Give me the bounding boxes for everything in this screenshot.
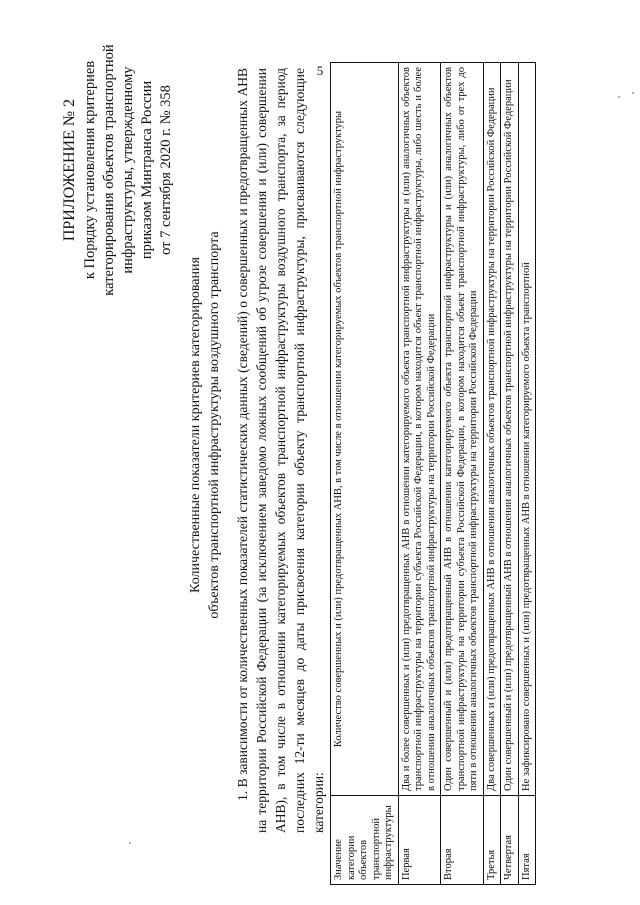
criteria-cell: Не зафиксировано совершенных и (или) предотвращенных АНВ в отношении категорируемого объекта транспортной <box>518 63 536 796</box>
categories-table <box>330 62 536 885</box>
criteria-cell: Два совершенных и (или) предотвращенных АНВ в отношении аналогичных объектов транспортной инфраструктуры на территории Российской Федерации <box>483 63 501 796</box>
category-cell: Вторая <box>441 796 484 885</box>
header-count-cell: Количество совершенных и (или) предотвращенных АНВ, в том числе в отношении категорируемых объектов транспортной инфраструктуры <box>331 63 399 796</box>
category-cell: Четвертая <box>501 796 519 885</box>
category-cell: Первая <box>398 796 441 885</box>
intro-paragraph: 1. В зависимости от количественных показателей статистических данных (сведений) о совершенных и предотвращенных АНВ на территории Российской Федерации (за исключением заведомо ложных сообщений об угрозе совершения и (или) совершении АНВ), в том числе в отношении категорируемых объектов транспортной инфраструктуры воздушного транспорта, за период последних 12-ти месяцев до даты присвоения категории объекту транспортной инфраструктуры, присваиваются следующие категории: <box>235 68 326 833</box>
table-row <box>501 63 519 885</box>
document-title-line: Количественные показатели критериев категорирования <box>188 257 203 593</box>
header-category-cell: Значение категории объектов транспортной инфраструктуры <box>331 796 399 885</box>
appendix-line: категорирования объектов транспортной <box>101 44 117 296</box>
category-cell: Пятая <box>518 796 536 885</box>
table-header-row <box>331 63 399 885</box>
table-row <box>518 63 536 885</box>
table-row <box>483 63 501 885</box>
appendix-block <box>60 20 176 320</box>
criteria-cell: Два и более совершенных и (или) предотвращенных АНВ в отношении категорируемого объекта транспортной инфраструктуры и (или) аналогичных объектов транспортной инфраструктуры на территории субъекта Российской Федерации, в котором находится объект транспортной инфраструктуры, либо шесть и более в отношении аналогичных объектов транспортной инфраструктуры на территории Российской Федерации <box>398 63 441 796</box>
document-title-line: объектов транспортной инфраструктуры воздушного транспорта <box>207 231 222 619</box>
appendix-heading: ПРИЛОЖЕНИЕ № 2 <box>61 98 78 242</box>
category-cell: Третья <box>483 796 501 885</box>
page-number: 5 <box>316 63 324 78</box>
document-title <box>186 145 224 705</box>
criteria-cell: Один совершенный и (или) предотвращенный АНВ в отношении категорируемого объекта транспортной инфраструктуры и (или) аналогичных объектов транспортной инфраструктуры на территории субъекта Российской Федерации, в котором находится объект транспортной инфраструктуры, либо от трех до пяти в отношении аналогичных объектов транспортной инфраструктуры на территории Российской Федерации <box>441 63 484 796</box>
appendix-line: к Порядку установления критериев <box>82 60 98 280</box>
appendix-line: инфраструктуры, утвержденному <box>120 66 136 274</box>
table-row <box>398 63 441 885</box>
appendix-line: приказом Минтранса России <box>139 80 155 260</box>
appendix-line: от 7 сентября 2020 г. № 358 <box>158 85 174 255</box>
criteria-cell: Один совершенный и (или) предотвращенный АНВ в отношении аналогичных объектов транспортной инфраструктуры на территории Российской Федерации <box>501 63 519 796</box>
table-row <box>441 63 484 885</box>
